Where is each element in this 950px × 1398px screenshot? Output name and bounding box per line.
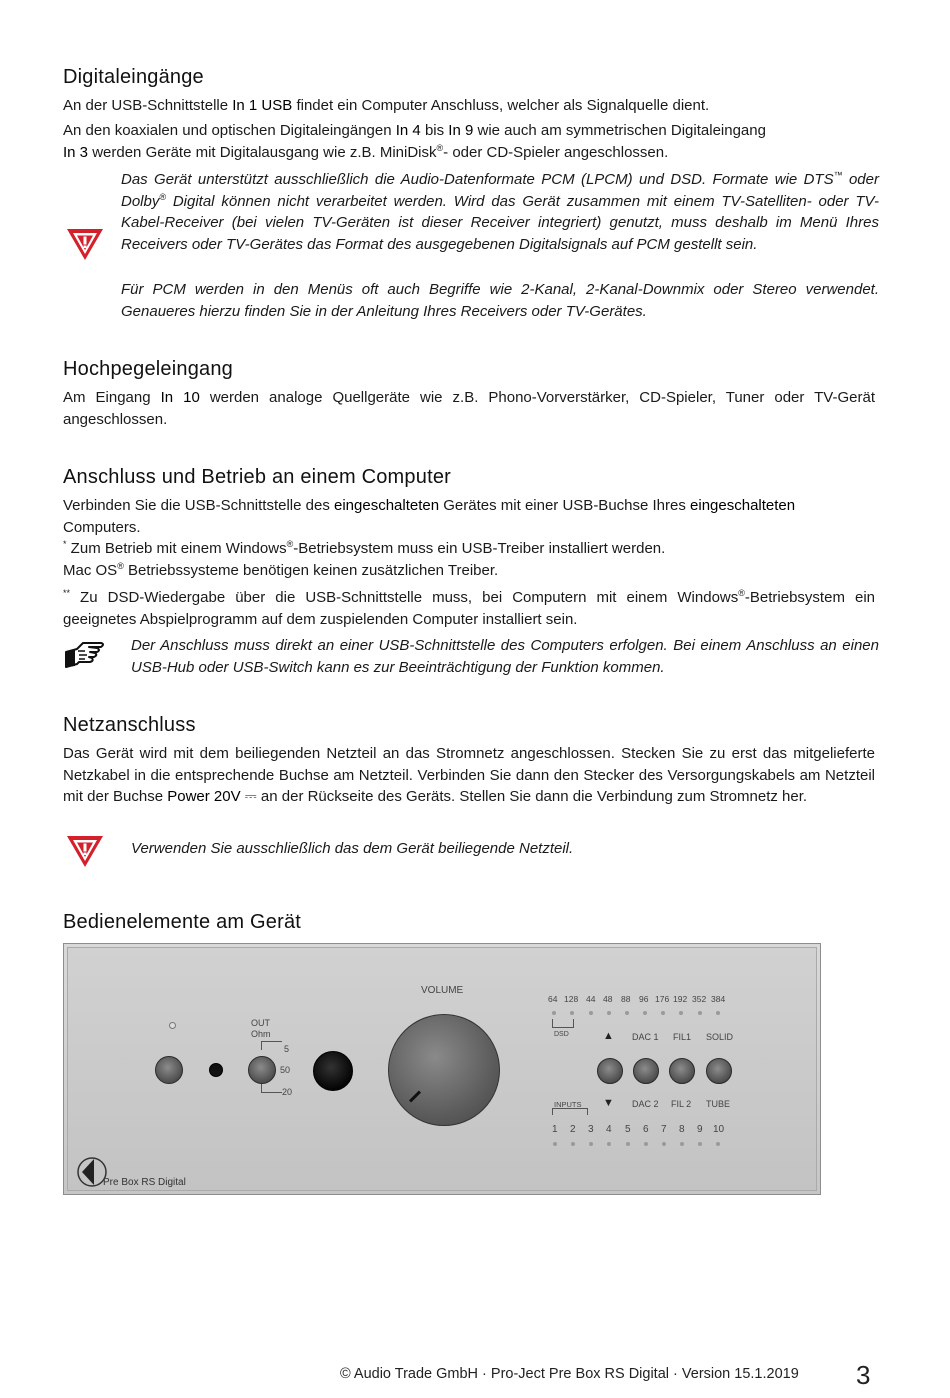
- paragraph-windows-driver: [63, 538, 875, 560]
- power-led: [169, 1022, 176, 1029]
- text: Zum Betrieb mit einem Windows: [66, 540, 287, 557]
- paragraph-digital-inputs: [63, 120, 875, 163]
- text: - oder CD-Spieler angeschlossen.: [443, 143, 669, 161]
- model-name: Pre Box RS Digital: [103, 1177, 186, 1188]
- heading-computer: Anschluss und Betrieb an einem Computer: [63, 466, 452, 488]
- volume-knob[interactable]: [388, 1014, 500, 1126]
- rate-label: 96: [639, 994, 649, 1004]
- device-faceplate: [67, 947, 817, 1191]
- input-led: [644, 1142, 648, 1146]
- text: Gerätes mit einer USB-Buchse Ihres: [439, 497, 691, 514]
- footer-text: © Audio Trade GmbH · Pro-Ject Pre Box RS Digital · Version 15.1.2019: [340, 1366, 799, 1382]
- registered-mark: ®: [738, 588, 745, 598]
- filter-button[interactable]: [669, 1058, 695, 1084]
- rate-label: 128: [564, 994, 579, 1004]
- paragraph-power: [63, 743, 875, 808]
- input-number: 9: [697, 1124, 703, 1135]
- text: -Betriebsystem muss ein USB-Treiber installiert werden.: [293, 540, 666, 557]
- input-led: [571, 1142, 575, 1146]
- pointing-hand-icon: [63, 639, 107, 673]
- ohm-bracket-top: [261, 1041, 282, 1050]
- selector-button[interactable]: [313, 1051, 353, 1091]
- trademark-mark: ™: [833, 170, 843, 180]
- text: oder Dolby: [121, 171, 879, 210]
- text: Zu DSD-Wiedergabe über die USB-Schnittstelle muss, bei Computern mit einem Windows: [70, 589, 739, 606]
- ohm-bracket-bottom: [261, 1084, 282, 1093]
- rate-led: [570, 1011, 574, 1015]
- headphone-jack: [209, 1063, 223, 1077]
- term-in9: In 9: [448, 122, 474, 139]
- tube-label: TUBE: [706, 1099, 731, 1109]
- paragraph-macos: [63, 560, 875, 582]
- text: Am Eingang: [63, 389, 161, 406]
- paragraph-usb-connect: [63, 495, 875, 538]
- paragraph-usb: [63, 95, 875, 117]
- warning-note-formats: [121, 169, 879, 255]
- footnote-mark: *: [63, 539, 67, 549]
- term-in4: In 4: [395, 122, 421, 139]
- input-number: 5: [625, 1124, 631, 1135]
- input-number: 2: [570, 1124, 576, 1135]
- term-in3: In 3: [63, 143, 89, 161]
- input-number: 1: [552, 1124, 558, 1135]
- input-led: [553, 1142, 557, 1146]
- text: an der Rückseite des Geräts. Stellen Sie dann die Verbindung zum Stromnetz her.: [256, 788, 808, 805]
- input-number: 7: [661, 1124, 667, 1135]
- text: Betriebssysteme benötigen keinen zusätzlichen Treiber.: [123, 562, 499, 579]
- term-power-20v: Power 20V ⎓: [167, 788, 257, 805]
- rate-led: [625, 1011, 629, 1015]
- inputs-label: INPUTS: [554, 1100, 582, 1109]
- warning-triangle-icon: [65, 833, 105, 869]
- rate-led: [643, 1011, 647, 1015]
- text: Das Gerät wird mit dem beiliegenden Netzteil an das Stromnetz angeschlossen. Stecken Sie zu erst das mitgelieferte Netzkabel in die entsprechende Buchse am Netzteil. Verbinden Sie dann den Stecker des Versorgungskabels am Netzteil mit der Buchse: [63, 745, 875, 805]
- paragraph-line-input: [63, 387, 875, 430]
- heading-hochpegeleingang: Hochpegeleingang: [63, 358, 234, 380]
- heading-netzanschluss: Netzanschluss: [63, 714, 196, 736]
- text: Computers.: [63, 518, 141, 536]
- input-number: 10: [713, 1124, 725, 1135]
- text: An den koaxialen und optischen Digitaleingängen: [63, 122, 396, 139]
- warning-triangle-icon: [65, 226, 105, 262]
- rate-led: [552, 1011, 556, 1015]
- input-led: [626, 1142, 630, 1146]
- rate-label: 88: [621, 994, 631, 1004]
- solid-label: SOLID: [706, 1032, 734, 1042]
- text: Digital können nicht verarbeitet werden. Wird das Gerät zusammen mit einem TV-Satelliten- oder TV-Kabel-Receiver (bei vielen TV-Geräten ist dieser Receiver integriert) genutzt, muss deshalb im Menü Ihres Receivers oder TV-Gerätes das Format des ausgegebenen Digitalsignals auf PCM gestellt sein.: [121, 192, 879, 253]
- dac-button[interactable]: [633, 1058, 659, 1084]
- registered-mark: ®: [286, 539, 294, 549]
- rate-label: 48: [603, 994, 613, 1004]
- fil1-label: FIL1: [673, 1032, 692, 1042]
- input-number: 6: [643, 1124, 649, 1135]
- fil2-label: FIL 2: [671, 1099, 692, 1109]
- text: -Betriebsystem ein geeignetes Abspielprogramm auf dem zuspielenden Computer installiert sein.: [63, 589, 875, 628]
- text: werden Geräte mit Digitalausgang wie z.B. MiniDisk: [88, 143, 437, 161]
- rate-label: 192: [673, 994, 688, 1004]
- input-led: [680, 1142, 684, 1146]
- input-led: [698, 1142, 702, 1146]
- input-number: 3: [588, 1124, 594, 1135]
- text: Das Gerät unterstützt ausschließlich die Audio-Datenformate PCM (LPCM) und DSD. Formate wie DTS: [121, 171, 834, 188]
- ohm-5-label: 5: [284, 1044, 290, 1054]
- solid-tube-button[interactable]: [706, 1058, 732, 1084]
- text: An der USB-Schnittstelle: [63, 97, 233, 114]
- paragraph-dsd: [63, 587, 875, 630]
- heading-bedienelemente: Bedienelemente am Gerät: [63, 911, 302, 933]
- hint-note-usb-hub: Der Anschluss muss direkt an einer USB-Schnittstelle des Computers erfolgen. Bei einem Anschluss an einen USB-Hub oder USB-Switch kann es zur Beeinträchtigung der Funktion kommen.: [131, 637, 879, 676]
- up-arrow-icon: ▲: [603, 1030, 614, 1042]
- input-led: [716, 1142, 720, 1146]
- term-switched-on: eingeschalteten: [334, 497, 440, 514]
- registered-mark: ®: [117, 561, 124, 571]
- device-front-panel: [63, 943, 821, 1195]
- input-led: [662, 1142, 666, 1146]
- volume-knob-indicator: [409, 1090, 421, 1102]
- input-select-button[interactable]: [597, 1058, 623, 1084]
- rate-led: [607, 1011, 611, 1015]
- page-number: 3: [856, 1360, 871, 1390]
- ohm-label: Ohm: [251, 1029, 271, 1039]
- rate-label: 384: [711, 994, 726, 1004]
- input-led: [589, 1142, 593, 1146]
- inputs-bracket: [552, 1108, 588, 1115]
- rate-label: 64: [548, 994, 558, 1004]
- footnote-mark: **: [63, 588, 71, 598]
- rate-label: 352: [692, 994, 707, 1004]
- rate-led: [679, 1011, 683, 1015]
- ohm-50-label: 50: [280, 1065, 291, 1075]
- output-impedance-button[interactable]: [248, 1056, 276, 1084]
- down-arrow-icon: ▼: [603, 1097, 614, 1109]
- registered-mark: ®: [436, 142, 444, 153]
- term-in1usb: In 1 USB: [232, 97, 293, 114]
- input-led: [607, 1142, 611, 1146]
- ohm-20-label: 20: [282, 1087, 293, 1097]
- registered-mark: ®: [159, 191, 166, 202]
- warning-note-psu: Verwenden Sie ausschließlich das dem Gerät beiliegende Netzteil.: [131, 840, 574, 857]
- rate-led: [716, 1011, 720, 1015]
- text: findet ein Computer Anschluss, welcher als Signalquelle dient.: [292, 97, 710, 114]
- text: bis: [420, 122, 449, 139]
- dac2-label: DAC 2: [632, 1099, 659, 1109]
- text: Verbinden Sie die USB-Schnittstelle des: [63, 497, 334, 514]
- heading-digitaleingaenge: Digitaleingänge: [63, 66, 204, 88]
- rate-label: 44: [586, 994, 596, 1004]
- input-number: 4: [606, 1124, 612, 1135]
- volume-label: VOLUME: [421, 985, 464, 996]
- power-button[interactable]: [155, 1056, 183, 1084]
- rate-led: [698, 1011, 702, 1015]
- input-number: 8: [679, 1124, 685, 1135]
- rate-label: 176: [655, 994, 670, 1004]
- dsd-bracket: [552, 1019, 574, 1028]
- rate-led: [589, 1011, 593, 1015]
- out-label: OUT: [251, 1018, 270, 1028]
- term-in10: In 10: [160, 389, 200, 406]
- text: wie auch am symmetrischen Digitaleingang: [473, 122, 766, 139]
- note-pcm: Für PCM werden in den Menüs oft auch Begriffe wie 2-Kanal, 2-Kanal-Downmix oder Stereo verwendet. Genaueres hierzu finden Sie in der Anleitung Ihres Receivers oder TV-Gerätes.: [121, 281, 879, 320]
- dsd-label: DSD: [554, 1031, 569, 1038]
- rate-led: [661, 1011, 665, 1015]
- text: werden analoge Quellgeräte wie z.B. Phono-Vorverstärker, CD-Spieler, Tuner oder TV-Gerät angeschlossen.: [63, 389, 875, 428]
- term-switched-on: eingeschalteten: [690, 497, 796, 514]
- dac1-label: DAC 1: [632, 1032, 659, 1042]
- text: Mac OS: [63, 562, 118, 579]
